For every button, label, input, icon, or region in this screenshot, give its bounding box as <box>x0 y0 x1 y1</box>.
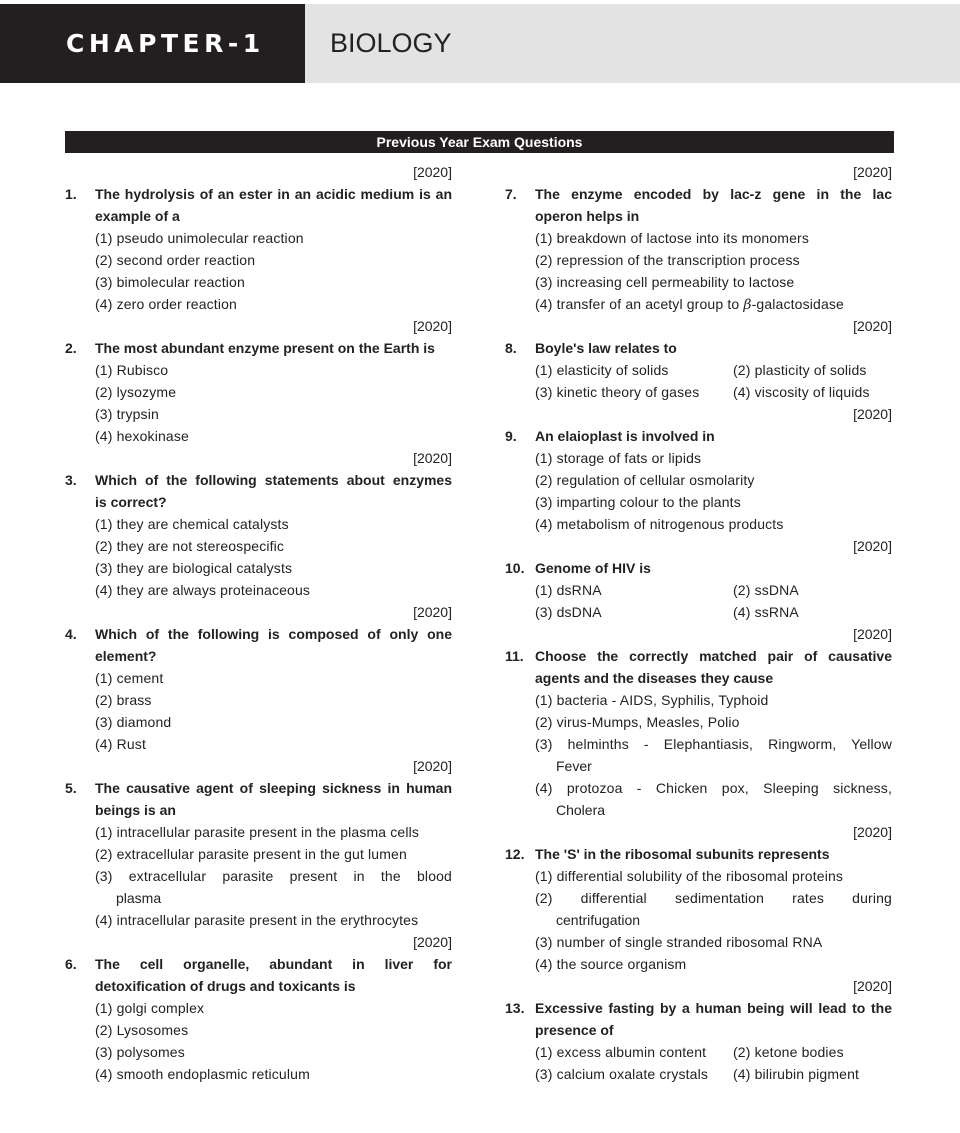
option-3: (3) trypsin <box>95 406 159 422</box>
option-3: (3) kinetic theory of gases <box>535 384 700 400</box>
subject-title: BIOLOGY <box>305 4 960 83</box>
option-4: (4) viscosity of liquids <box>733 384 870 400</box>
question-6 <box>65 953 452 1085</box>
option-3: (3) dsDNA <box>535 604 602 620</box>
left-column <box>65 161 452 1085</box>
option-4 <box>505 293 892 315</box>
question-number: 7. <box>505 186 517 202</box>
option-2: (2) brass <box>95 692 152 708</box>
question-text: Genome of HIV is <box>535 560 651 576</box>
option-2: (2) second order reaction <box>95 252 256 268</box>
question-text: The causative agent of sleeping sickness in human <box>95 780 452 796</box>
option-3-continued: plasma <box>116 890 162 906</box>
chapter-label: CHAPTER-1 <box>0 4 305 83</box>
option-3: (3) imparting colour to the plants <box>535 494 741 510</box>
question-13 <box>505 997 892 1085</box>
year-tag: [2020] <box>413 450 452 466</box>
option-4: (4) hexokinase <box>95 428 189 444</box>
year-tag: [2020] <box>853 538 892 554</box>
option-3: (3) helminths - Elephantiasis, Ringworm, Yellow <box>535 736 892 752</box>
year-tag: [2020] <box>413 164 452 180</box>
question-text: Which of the following statements about enzymes <box>95 472 452 488</box>
question-9 <box>505 425 892 535</box>
question-text: Excessive fasting by a human being will lead to the <box>535 1000 892 1016</box>
chapter-header <box>0 4 960 83</box>
option-1: (1) they are chemical catalysts <box>95 516 289 532</box>
option-1: (1) differential solubility of the ribosomal proteins <box>535 868 844 884</box>
option-4: (4) metabolism of nitrogenous products <box>535 516 784 532</box>
question-8 <box>505 337 892 403</box>
option-3: (3) calcium oxalate crystals <box>535 1066 709 1082</box>
option-1: (1) Rubisco <box>95 362 169 378</box>
question-7 <box>505 183 892 315</box>
question-number: 5. <box>65 780 77 796</box>
question-number: 6. <box>65 956 77 972</box>
year-tag: [2020] <box>413 318 452 334</box>
question-11 <box>505 645 892 821</box>
option-1: (1) intracellular parasite present in the plasma cells <box>95 824 420 840</box>
option-1: (1) elasticity of solids <box>535 362 669 378</box>
question-number: 12. <box>505 846 525 862</box>
option-4: (4) zero order reaction <box>95 296 237 312</box>
option-3: (3) bimolecular reaction <box>95 274 245 290</box>
question-text: Choose the correctly matched pair of causative <box>535 648 892 664</box>
option-2: (2) repression of the transcription process <box>535 252 800 268</box>
option-2: (2) differential sedimentation rates during <box>535 890 892 906</box>
question-2 <box>65 337 452 447</box>
question-number: 11. <box>505 648 524 664</box>
question-number: 10. <box>505 560 525 576</box>
year-tag: [2020] <box>853 406 892 422</box>
question-number: 9. <box>505 428 517 444</box>
question-text: beings is an <box>95 802 176 818</box>
question-3 <box>65 469 452 601</box>
option-4: (4) intracellular parasite present in the erythrocytes <box>95 912 419 928</box>
question-5 <box>65 777 452 931</box>
question-text: The hydrolysis of an ester in an acidic medium is an <box>95 186 452 202</box>
year-tag: [2020] <box>853 978 892 994</box>
option-1: (1) breakdown of lactose into its monomers <box>535 230 809 246</box>
question-text: The enzyme encoded by lac-z gene in the lac <box>535 186 892 202</box>
option-4: (4) bilirubin pigment <box>733 1066 860 1082</box>
question-4 <box>65 623 452 755</box>
option-3: (3) polysomes <box>95 1044 185 1060</box>
year-tag: [2020] <box>413 758 452 774</box>
option-2: (2) they are not stereospecific <box>95 538 285 554</box>
option-4: (4) they are always proteinaceous <box>95 582 311 598</box>
beta-symbol: β <box>743 297 752 313</box>
year-tag: [2020] <box>853 824 892 840</box>
option-4: (4) ssRNA <box>733 604 799 620</box>
option-3-continued: Fever <box>556 758 592 774</box>
question-number: 1. <box>65 186 77 202</box>
year-tag: [2020] <box>853 318 892 334</box>
option-3: (3) increasing cell permeability to lactose <box>535 274 795 290</box>
option-2: (2) extracellular parasite present in the gut lumen <box>95 846 407 862</box>
option-3: (3) diamond <box>95 714 172 730</box>
question-text: The 'S' in the ribosomal subunits represents <box>535 846 830 862</box>
option-2: (2) ketone bodies <box>733 1044 844 1060</box>
option-1: (1) cement <box>95 670 164 686</box>
option-2: (2) Lysosomes <box>95 1022 189 1038</box>
question-text: element? <box>95 648 157 664</box>
question-number: 13. <box>505 1000 525 1016</box>
option-3: (3) extracellular parasite present in the blood <box>95 868 452 884</box>
question-text: example of a <box>95 208 180 224</box>
question-1 <box>65 183 452 315</box>
option-1: (1) storage of fats or lipids <box>535 450 702 466</box>
option-3: (3) they are biological catalysts <box>95 560 293 576</box>
question-text: Boyle's law relates to <box>535 340 677 356</box>
question-number: 3. <box>65 472 77 488</box>
question-text: The most abundant enzyme present on the Earth is <box>95 340 435 356</box>
option-1: (1) bacteria - AIDS, Syphilis, Typhoid <box>535 692 769 708</box>
option-2-continued: centrifugation <box>556 912 641 928</box>
option-2: (2) regulation of cellular osmolarity <box>535 472 755 488</box>
question-number: 8. <box>505 340 517 356</box>
question-number: 2. <box>65 340 77 356</box>
option-1: (1) excess albumin content <box>535 1044 707 1060</box>
option-4: (4) protozoa - Chicken pox, Sleeping sickness, <box>535 780 892 796</box>
option-text: (4) transfer of an acetyl group to <box>535 296 744 312</box>
option-1: (1) dsRNA <box>535 582 602 598</box>
question-text: detoxification of drugs and toxicants is <box>95 978 356 994</box>
option-2: (2) lysozyme <box>95 384 177 400</box>
option-3: (3) number of single stranded ribosomal RNA <box>535 934 823 950</box>
question-text: Which of the following is composed of only one <box>95 626 452 642</box>
option-1: (1) golgi complex <box>95 1000 205 1016</box>
question-text: agents and the diseases they cause <box>535 670 774 686</box>
section-banner: Previous Year Exam Questions <box>65 131 894 153</box>
option-2: (2) plasticity of solids <box>733 362 867 378</box>
option-2: (2) virus-Mumps, Measles, Polio <box>535 714 740 730</box>
question-10 <box>505 557 892 623</box>
right-column <box>505 161 892 1085</box>
option-4-continued: Cholera <box>556 802 606 818</box>
year-tag: [2020] <box>853 626 892 642</box>
year-tag: [2020] <box>413 934 452 950</box>
option-text: -galactosidase <box>751 296 844 312</box>
question-number: 4. <box>65 626 77 642</box>
question-text: The cell organelle, abundant in liver for <box>95 956 452 972</box>
question-12 <box>505 843 892 975</box>
question-text: operon helps in <box>535 208 640 224</box>
option-4: (4) Rust <box>95 736 146 752</box>
question-text: is correct? <box>95 494 167 510</box>
question-text: presence of <box>535 1022 614 1038</box>
option-4: (4) the source organism <box>535 956 687 972</box>
year-tag: [2020] <box>853 164 892 180</box>
question-text: An elaioplast is involved in <box>535 428 715 444</box>
option-2: (2) ssDNA <box>733 582 799 598</box>
option-1: (1) pseudo unimolecular reaction <box>95 230 304 246</box>
year-tag: [2020] <box>413 604 452 620</box>
option-4: (4) smooth endoplasmic reticulum <box>95 1066 310 1082</box>
